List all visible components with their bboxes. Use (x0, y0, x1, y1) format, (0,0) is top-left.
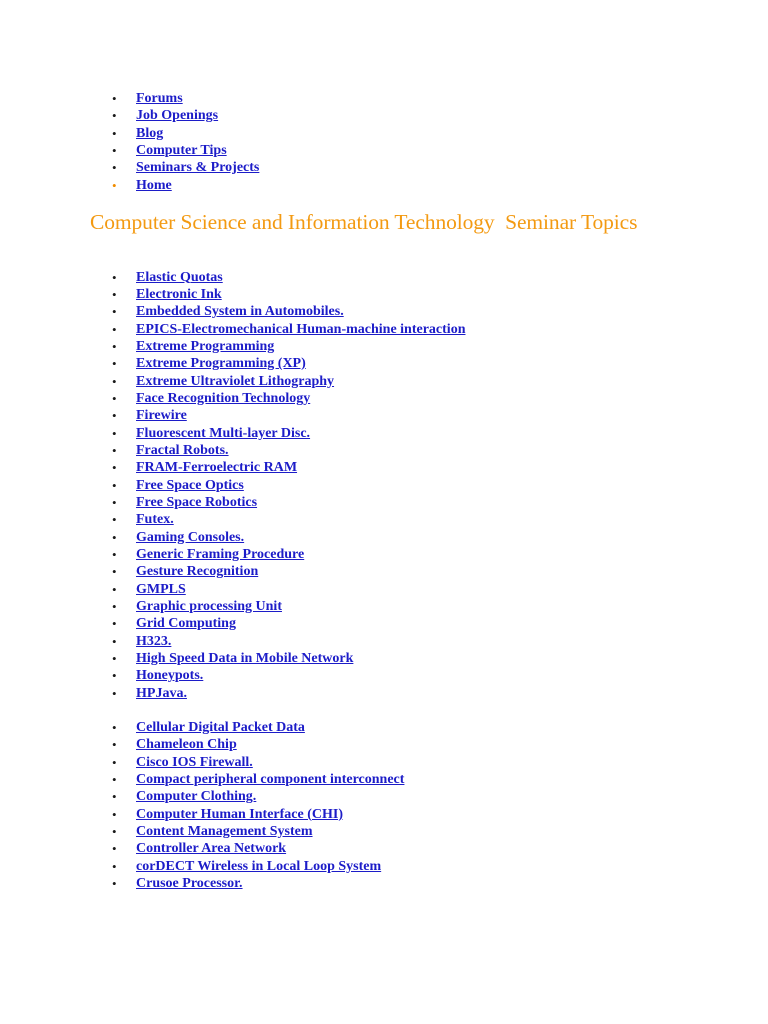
bullet-icon: • (112, 143, 117, 159)
bullet-icon: • (112, 824, 117, 840)
topic-link-high-speed-data-in-mobile-network[interactable]: High Speed Data in Mobile Network (136, 651, 354, 667)
bullet-icon: • (112, 390, 117, 406)
bullet-icon: • (112, 841, 117, 857)
bullet-icon: • (112, 806, 117, 822)
bullet-icon: • (112, 737, 117, 753)
bullet-icon: • (112, 91, 117, 106)
topic-link-fram-ferroelectric-ram[interactable]: FRAM-Ferroelectric RAM (136, 460, 298, 476)
bullet-icon: • (112, 373, 117, 389)
bullet-icon: • (112, 512, 117, 528)
bullet-icon: • (112, 269, 117, 285)
topic-link-honeypots[interactable]: Honeypots. (136, 668, 204, 684)
topic-link-grid-computing[interactable]: Grid Computing (136, 616, 236, 632)
bullet-icon: • (112, 633, 117, 649)
page-title: Computer Science and Information Technology Seminar Topics (90, 210, 638, 234)
bullet-icon: • (112, 338, 117, 354)
topic-link-electronic-ink[interactable]: Electronic Ink (136, 286, 222, 302)
bullet-icon: • (112, 408, 117, 424)
topic-link-fractal-robots[interactable]: Fractal Robots. (136, 442, 229, 458)
bullet-icon: • (112, 651, 117, 667)
bullet-icon: • (112, 125, 117, 141)
topic-link-gesture-recognition[interactable]: Gesture Recognition (136, 564, 259, 580)
topic-link-free-space-optics[interactable]: Free Space Optics (136, 477, 244, 493)
bullet-icon: • (112, 720, 117, 735)
bullet-icon: • (112, 494, 117, 510)
active-bullet-icon: • (112, 177, 117, 193)
bullet-icon: • (112, 858, 117, 874)
nav-link-seminars-projects[interactable]: Seminars & Projects (136, 160, 260, 176)
bullet-icon: • (112, 160, 117, 176)
topic-link-futex[interactable]: Futex. (136, 512, 174, 528)
topic-link-cordect-wireless-in-local-loop-system[interactable]: corDECT Wireless in Local Loop System (136, 858, 382, 874)
nav-link-computer-tips[interactable]: Computer Tips (136, 143, 227, 159)
topic-link-computer-human-interface-chi[interactable]: Computer Human Interface (CHI) (136, 806, 343, 822)
topic-link-generic-framing-procedure[interactable]: Generic Framing Procedure (136, 547, 305, 562)
topic-link-fluorescent-multi-layer-disc[interactable]: Fluorescent Multi-layer Disc. (136, 425, 311, 441)
bullet-icon: • (112, 599, 117, 615)
topic-link-computer-clothing[interactable]: Computer Clothing. (136, 789, 257, 805)
nav-link-blog[interactable]: Blog (136, 125, 164, 141)
bullet-icon: • (112, 668, 117, 684)
bullet-icon: • (112, 772, 117, 788)
topic-link-cisco-ios-firewall[interactable]: Cisco IOS Firewall. (136, 754, 253, 770)
nav-link-job-openings[interactable]: Job Openings (136, 108, 219, 124)
bullet-icon: • (112, 286, 117, 302)
bullet-icon: • (112, 564, 117, 580)
nav-link-forums[interactable]: Forums (136, 91, 183, 106)
topic-link-extreme-programming[interactable]: Extreme Programming (136, 338, 275, 354)
bullet-icon: • (112, 529, 117, 545)
topic-link-h323[interactable]: H323. (136, 633, 172, 649)
topic-link-chameleon-chip[interactable]: Chameleon Chip (136, 737, 237, 753)
bullet-icon: • (112, 616, 117, 632)
topic-link-face-recognition-technology[interactable]: Face Recognition Technology (136, 390, 311, 406)
topic-link-elastic-quotas[interactable]: Elastic Quotas (136, 269, 223, 285)
topic-link-crusoe-processor[interactable]: Crusoe Processor. (136, 876, 243, 892)
topic-link-extreme-programming-xp[interactable]: Extreme Programming (XP) (136, 356, 306, 372)
bullet-icon: • (112, 789, 117, 805)
bullet-icon: • (112, 304, 117, 320)
bullet-icon: • (112, 321, 117, 337)
bullet-icon: • (112, 754, 117, 770)
topic-link-firewire[interactable]: Firewire (136, 408, 187, 424)
bullet-icon: • (112, 108, 117, 124)
topic-link-cellular-digital-packet-data[interactable]: Cellular Digital Packet Data (136, 720, 305, 735)
bullet-icon: • (112, 547, 117, 562)
bullet-icon: • (112, 460, 117, 476)
bullet-icon: • (112, 876, 117, 892)
topic-link-controller-area-network[interactable]: Controller Area Network (136, 841, 287, 857)
topic-link-gaming-consoles[interactable]: Gaming Consoles. (136, 529, 245, 545)
bullet-icon: • (112, 425, 117, 441)
topic-link-content-management-system[interactable]: Content Management System (136, 824, 313, 840)
topic-link-graphic-processing-unit[interactable]: Graphic processing Unit (136, 599, 282, 615)
nav-link-home[interactable]: Home (136, 177, 172, 193)
topic-link-epics-electromechanical-human-machine-interaction[interactable]: EPICS-Electromechanical Human-machine interaction (136, 321, 466, 337)
topic-link-hpjava[interactable]: HPJava. (136, 685, 187, 701)
topic-link-extreme-ultraviolet-lithography[interactable]: Extreme Ultraviolet Lithography (136, 373, 335, 389)
bullet-icon: • (112, 685, 117, 701)
bullet-icon: • (112, 356, 117, 372)
topic-link-embedded-system-in-automobiles[interactable]: Embedded System in Automobiles. (136, 304, 344, 320)
bullet-icon: • (112, 477, 117, 493)
topic-link-free-space-robotics[interactable]: Free Space Robotics (136, 494, 258, 510)
bullet-icon: • (112, 442, 117, 458)
topic-link-gmpls[interactable]: GMPLS (136, 581, 186, 597)
bullet-icon: • (112, 581, 117, 597)
topic-link-compact-peripheral-component-interconnect[interactable]: Compact peripheral component interconnect (136, 772, 405, 788)
